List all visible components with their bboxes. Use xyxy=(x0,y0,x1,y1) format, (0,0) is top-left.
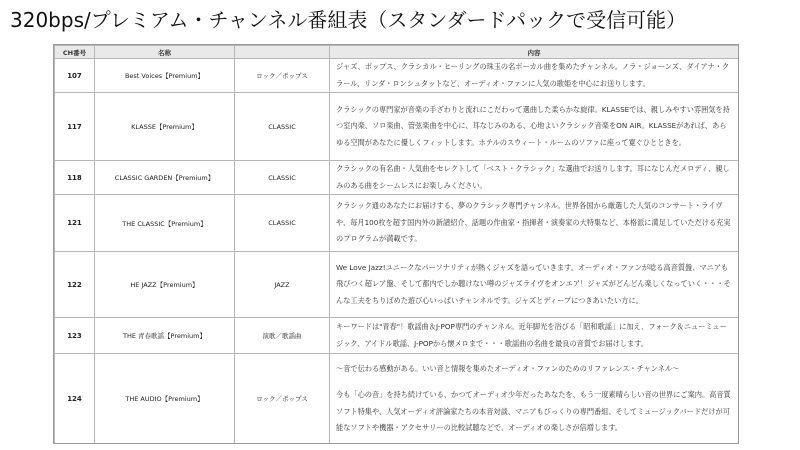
description-text: ジャズ、ポップス、クラシカル・ヒーリングの珠玉の名ボーカル曲を集めたチャンネル。ノラ・ジョーンズ、ダイアナ・クラール、リンダ・ロンシュタットなど、オーディオ・ファンに人気の歌姫を中心にお送りします。 xyxy=(336,62,730,88)
channel-name: THE 青春歌謡【Premium】 xyxy=(95,318,235,354)
channel-name: HE JAZZ【Premium】 xyxy=(95,252,235,318)
channel-genre: 演歌／歌謡曲 xyxy=(235,318,330,354)
description-text: 〜音で伝わる感動がある。いい音と情報を集めたオーディオ・ファンのためのリファレンス・チャンネル〜 xyxy=(336,363,680,373)
channel-name: THE AUDIO【Premium】 xyxy=(95,354,235,444)
header-name: 名称 xyxy=(95,46,235,59)
paragraph-spacer xyxy=(336,377,732,387)
ch-number: 107 xyxy=(55,59,95,93)
channel-description xyxy=(330,318,739,354)
description-text: クラシックの専門家が音楽の手ざわりと流れにこだわって選曲した柔らかな旋律。KLASSEでは、親しみやすい雰囲気を持つ室内楽、ソロ楽曲、管弦楽曲を中心に、耳なじみのある、心地よいクラシック音楽をON AIR。KLASSEがあれば、あらゆる空間があなたに優しくフィットします。ホテルのスウィート・ルームのソファに座って寛ぐひとときを。 xyxy=(336,104,730,147)
channel-genre: CLASSIC xyxy=(235,93,330,161)
table-row xyxy=(55,161,739,195)
channel-name: THE CLASSIC【Premium】 xyxy=(95,195,235,252)
channel-name: Best Voices【Premium】 xyxy=(95,59,235,93)
table-row xyxy=(55,318,739,354)
description-text: クラシックの有名曲・人気曲をセレクトして「ベスト・クラシック」な選曲でお送りします。耳になじんだメロディ、親しみのある曲をシームレスにお楽しみください。 xyxy=(336,164,730,190)
table-row xyxy=(55,59,739,93)
ch-number: 117 xyxy=(55,93,95,161)
ch-number: 121 xyxy=(55,195,95,252)
channel-genre: ロック／ポップス xyxy=(235,354,330,444)
description-text: We Love Jazz!ユニークなパーソナリティが熱くジャズを語っていきます。オーディオ・ファンが唸る高音質盤、マニアも飛びつく超レア盤、そして都内でしか聴けない噂のジャズライヴをオンエア！ジャズがどんどん楽しくなっていく・・・そんな工夫をちりばめた遊び心いっぱいチャンネルです。ジャズとディープにつきあいたい方に。 xyxy=(336,262,731,305)
channel-genre: JAZZ xyxy=(235,252,330,318)
channel-description xyxy=(330,93,739,161)
ch-number: 118 xyxy=(55,161,95,195)
description-text: 今も「心の音」を持ち続けている、かつてオーディオ少年だったあなたを、もう一度素晴らしい音の世界にご案内。高音質ソフト特集や、人気オーディオ評論家たちの本音対談、マニアもびっくりの専門番組、そしてミュージックバードだけが可能なソフトや機器・アクセサリーの比較試聴などで、オーディオの楽しさが倍増します。 xyxy=(336,390,731,432)
description-text: キーワードは"青春"！歌謡曲＆J-POP専門のチャンネル。近年脚光を浴びる「昭和歌謡」に加え、フォーク＆ニューミュージック、アイドル歌謡、J-POPから懐メロまで・・・歌謡曲の名曲を最良の音質でお届けします。 xyxy=(336,322,727,348)
description-text: クラシック通のあなたにお届けする、夢のクラシック専門チャンネル。世界各国から厳選した人気のコンサート・ライヴや、毎月100枚を超す国内外の新譜紹介、話題の作曲家・指揮者・演奏家の大特集など、本格派に満足していただける充実のプログラムが満載です。 xyxy=(336,201,731,244)
channel-description xyxy=(330,252,739,318)
header-ch: CH番号 xyxy=(55,46,95,59)
ch-number: 122 xyxy=(55,252,95,318)
program-table-container xyxy=(53,44,739,444)
page-title: 320bps/プレミアム・チャンネル番組表（スタンダードパックで受信可能） xyxy=(10,8,687,32)
channel-name: KLASSE【Premium】 xyxy=(95,93,235,161)
channel-name: CLASSIC GARDEN【Premium】 xyxy=(95,161,235,195)
header-genre xyxy=(235,46,330,59)
channel-description xyxy=(330,59,739,93)
channel-genre: CLASSIC xyxy=(235,161,330,195)
table-row xyxy=(55,93,739,161)
header-desc: 内容 xyxy=(330,46,739,59)
channel-description xyxy=(330,195,739,252)
channel-genre: CLASSIC xyxy=(235,195,330,252)
program-table xyxy=(54,45,739,444)
ch-number: 124 xyxy=(55,354,95,444)
channel-genre: ロック／ポップス xyxy=(235,59,330,93)
table-header-row xyxy=(55,46,739,59)
table-row xyxy=(55,252,739,318)
table-row xyxy=(55,195,739,252)
ch-number: 123 xyxy=(55,318,95,354)
table-row xyxy=(55,354,739,444)
channel-description xyxy=(330,354,739,444)
channel-description xyxy=(330,161,739,195)
